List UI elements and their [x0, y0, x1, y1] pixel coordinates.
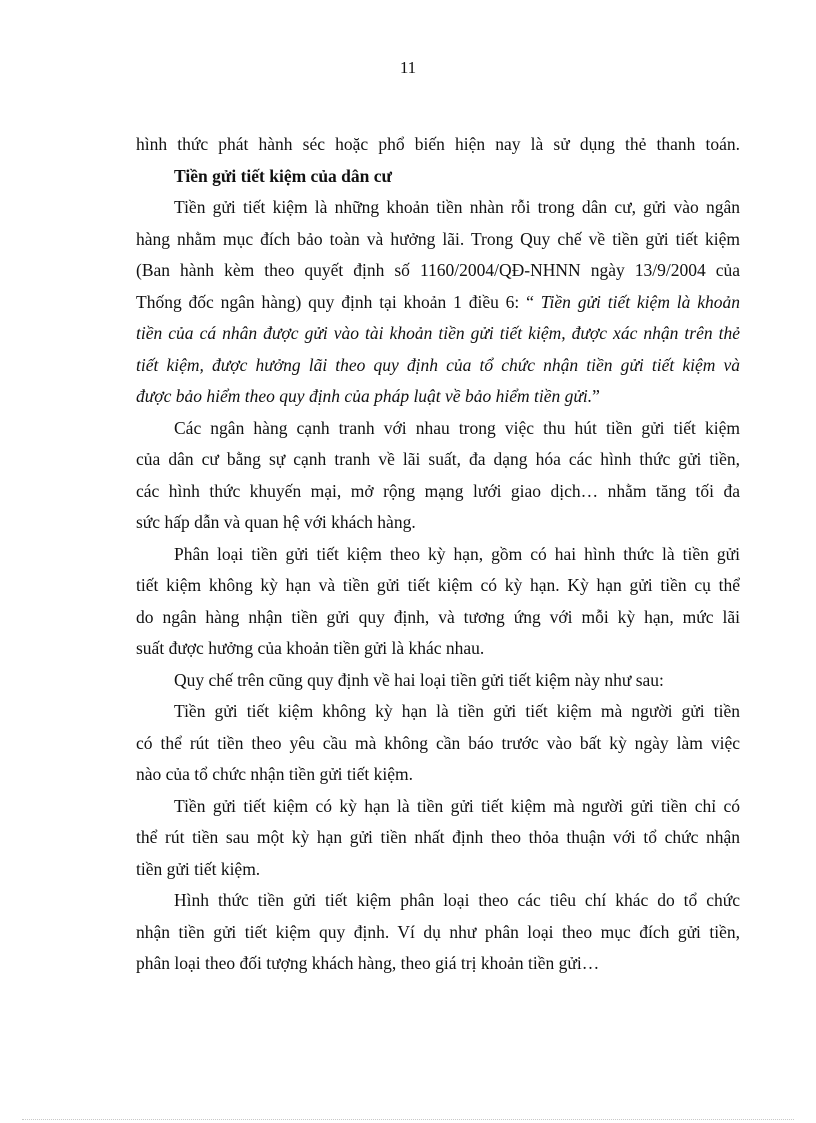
- quote-text: tiết kiệm, được hưởng lãi theo quy định của tổ chức nhận tiền gửi tiết kiệm và: [136, 354, 740, 375]
- text-line: có thể rút tiền theo yêu cầu mà không cần báo trước vào bất kỳ ngày làm việc: [136, 732, 740, 753]
- text-run: Thống đốc ngân hàng) quy định tại khoản 1 điều 6: “: [136, 291, 541, 312]
- section-heading: Tiền gửi tiết kiệm của dân cư: [174, 165, 393, 186]
- text-line: [136, 318, 740, 350]
- text-line: Hình thức tiền gửi tiết kiệm phân loại theo các tiêu chí khác do tổ chức: [174, 890, 740, 910]
- text-line: suất được hưởng của khoản tiền gửi là khác nhau.: [136, 638, 485, 658]
- text-line: Tiền gửi tiết kiệm không kỳ hạn là tiền gửi tiết kiệm mà người gửi tiền: [174, 701, 740, 721]
- text-line: thể rút tiền sau một kỳ hạn gửi tiền nhất định theo thỏa thuận với tổ chức nhận: [136, 827, 740, 847]
- text-line: Quy chế trên cũng quy định về hai loại tiền gửi tiết kiệm này như sau:: [174, 669, 664, 690]
- page-bottom-rule: [22, 1119, 794, 1120]
- text-line: do ngân hàng nhận tiền gửi quy định, và tương ứng với mỗi kỳ hạn, mức lãi: [136, 606, 740, 627]
- text-line: tiết kiệm không kỳ hạn và tiền gửi tiết kiệm có kỳ hạn. Kỳ hạn gửi tiền cụ thể: [136, 575, 740, 595]
- text-line: Các ngân hàng cạnh tranh với nhau trong việc thu hút tiền gửi tiết kiệm: [174, 417, 740, 438]
- text-line: [136, 381, 740, 413]
- page-number: 11: [399, 58, 417, 77]
- quote-text: tiền của cá nhân được gửi vào tài khoản tiền gửi tiết kiệm, được xác nhận trên thẻ: [136, 323, 740, 343]
- quote-text: Tiền gửi tiết kiệm là khoản: [540, 291, 741, 312]
- text-line: nhận tiền gửi tiết kiệm quy định. Ví dụ như phân loại theo mục đích gửi tiền,: [136, 921, 740, 942]
- text-line: hàng nhằm mục đích bảo toàn và hưởng lãi. Trong Quy chế về tiền gửi tiết kiệm: [136, 228, 740, 249]
- text-line: sức hấp dẫn và quan hệ với khách hàng.: [136, 512, 416, 532]
- document-body: [136, 129, 740, 980]
- text-line: nào của tổ chức nhận tiền gửi tiết kiệm.: [136, 764, 414, 784]
- text-line: [136, 287, 740, 319]
- text-run: ”: [592, 386, 600, 406]
- text-line: của dân cư bằng sự cạnh tranh về lãi suất, đa dạng hóa các hình thức gửi tiền,: [136, 449, 740, 469]
- text-line: [136, 350, 740, 382]
- text-line: Phân loại tiền gửi tiết kiệm theo kỳ hạn, gồm có hai hình thức là tiền gửi: [174, 543, 740, 564]
- text-line: Tiền gửi tiết kiệm có kỳ hạn là tiền gửi tiết kiệm mà người gửi tiền chỉ có: [174, 795, 740, 816]
- quote-text: được bảo hiểm theo quy định của pháp luật về bảo hiểm tiền gửi.: [136, 386, 593, 406]
- text-line: (Ban hành kèm theo quyết định số 1160/2004/QĐ-NHNN ngày 13/9/2004 của: [136, 260, 740, 280]
- text-line: phân loại theo đối tượng khách hàng, theo giá trị khoản tiền gửi…: [136, 953, 600, 973]
- text-line: Tiền gửi tiết kiệm là những khoản tiền nhàn rỗi trong dân cư, gửi vào ngân: [174, 197, 740, 217]
- text-line: tiền gửi tiết kiệm.: [136, 858, 261, 879]
- text-line: hình thức phát hành séc hoặc phổ biến hiện nay là sử dụng thẻ thanh toán.: [136, 134, 740, 154]
- text-line: các hình thức khuyến mại, mở rộng mạng lưới giao dịch… nhằm tăng tối đa: [136, 480, 740, 501]
